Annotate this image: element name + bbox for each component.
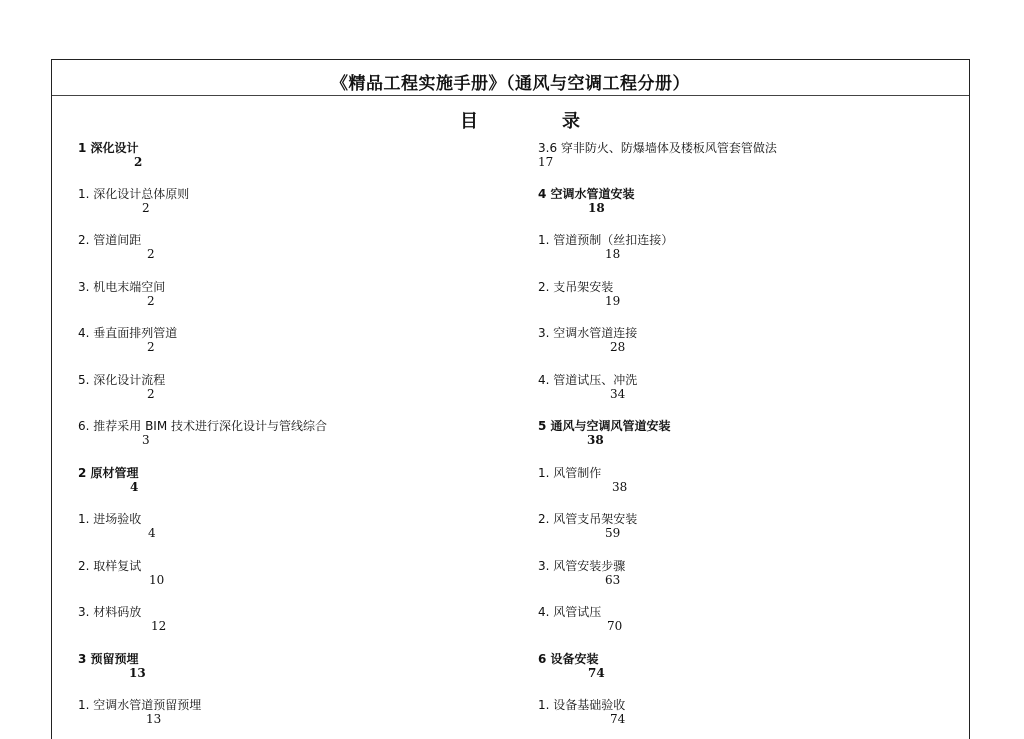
toc-entry-label: 1. 风管制作: [538, 466, 602, 480]
toc-entry[interactable]: [78, 324, 508, 364]
toc-entry-label: 2. 管道间距: [78, 233, 142, 247]
toc-entry[interactable]: [78, 557, 508, 597]
toc-entry-page: 59: [605, 526, 621, 540]
toc-entry-page: 70: [607, 619, 623, 633]
toc-entry-page: 3: [142, 433, 150, 447]
toc-entry-label: 1. 设备基础验收: [538, 698, 626, 712]
toc-entry[interactable]: [538, 371, 958, 411]
toc-entry[interactable]: [78, 464, 508, 504]
toc-entry-label: 6. 推荐采用 BIM 技术进行深化设计与管线综合: [78, 419, 328, 433]
toc-entry[interactable]: [538, 696, 958, 736]
toc-entry-page: 2: [147, 294, 155, 308]
toc-entry[interactable]: [538, 278, 958, 318]
toc-entry-page: 74: [588, 666, 605, 680]
toc-entry-page: 4: [130, 480, 139, 494]
toc-entry-page: 34: [610, 387, 626, 401]
toc-entry-label: 1. 空调水管道预留预埋: [78, 698, 202, 712]
toc-entry-page: 13: [129, 666, 146, 680]
toc-entry-label: 4 空调水管道安装: [538, 187, 635, 201]
toc-entry-label: 1. 管道预制（丝扣连接）: [538, 233, 674, 247]
toc-entry[interactable]: [78, 231, 508, 271]
toc-entry-page: 2: [142, 201, 150, 215]
toc-entry[interactable]: [538, 139, 958, 179]
toc-entry-label: 6 设备安装: [538, 652, 599, 666]
toc-entry-label: 5 通风与空调风管道安装: [538, 419, 671, 433]
toc-entry-label: 2. 风管支吊架安装: [538, 512, 638, 526]
toc-entry-page: 10: [149, 573, 165, 587]
toc-heading-right: 录: [562, 111, 580, 132]
toc-entry[interactable]: [78, 603, 508, 643]
toc-entry[interactable]: [538, 185, 958, 225]
toc-entry-page: 4: [148, 526, 156, 540]
toc-entry-page: 38: [612, 480, 628, 494]
toc-entry-label: 3.6 穿非防火、防爆墙体及楼板风管套管做法: [538, 141, 777, 155]
toc-entry[interactable]: [78, 510, 508, 550]
toc-entry[interactable]: [78, 139, 508, 179]
toc-entry-page: 2: [147, 387, 155, 401]
toc-entry[interactable]: [538, 603, 958, 643]
toc-entry-page: 19: [605, 294, 621, 308]
toc-entry[interactable]: [538, 464, 958, 504]
toc-entry-label: 3. 材料码放: [78, 605, 142, 619]
toc-entry[interactable]: [538, 417, 958, 457]
toc-entry-label: 2. 取样复试: [78, 559, 142, 573]
toc-entry-label: 2 原材管理: [78, 466, 139, 480]
toc-entry-label: 5. 深化设计流程: [78, 373, 166, 387]
title-divider: [52, 95, 969, 96]
toc-entry-page: 63: [605, 573, 621, 587]
document-page: [51, 59, 970, 739]
toc-entry[interactable]: [538, 650, 958, 690]
toc-entry[interactable]: [78, 185, 508, 225]
toc-entry-page: 74: [610, 712, 626, 726]
toc-entry[interactable]: [538, 510, 958, 550]
toc-entry-page: 28: [610, 340, 626, 354]
toc-entry-label: 1 深化设计: [78, 141, 139, 155]
document-title: 《精品工程实施手册》（通风与空调工程分册）: [331, 74, 690, 94]
toc-entry-page: 13: [146, 712, 162, 726]
toc-entry-label: 3. 风管安装步骤: [538, 559, 626, 573]
toc-entry-label: 3 预留预埋: [78, 652, 139, 666]
toc-entry-label: 4. 风管试压: [538, 605, 602, 619]
toc-entry[interactable]: [78, 696, 508, 736]
toc-entry-page: 18: [588, 201, 605, 215]
toc-entry-label: 1. 深化设计总体原则: [78, 187, 190, 201]
toc-entry-page: 12: [151, 619, 167, 633]
toc-entry-page: 17: [538, 155, 554, 169]
toc-heading-left: 目: [460, 111, 478, 132]
toc-entry-page: 38: [587, 433, 604, 447]
toc-heading: [460, 107, 580, 133]
toc-entry-label: 3. 机电末端空间: [78, 280, 166, 294]
toc-entry-label: 4. 管道试压、冲洗: [538, 373, 638, 387]
toc-entry-label: 1. 进场验收: [78, 512, 142, 526]
toc-entry[interactable]: [78, 371, 508, 411]
toc-entry[interactable]: [538, 557, 958, 597]
toc-entry-page: 2: [147, 340, 155, 354]
toc-entry[interactable]: [78, 417, 508, 457]
toc-entry-page: 2: [147, 247, 155, 261]
toc-entry[interactable]: [78, 650, 508, 690]
toc-entry[interactable]: [538, 324, 958, 364]
toc-entry-page: 2: [134, 155, 143, 169]
toc-entry-label: 3. 空调水管道连接: [538, 326, 638, 340]
toc-entry-label: 4. 垂直面排列管道: [78, 326, 178, 340]
toc-entry-label: 2. 支吊架安装: [538, 280, 614, 294]
toc-entry[interactable]: [78, 278, 508, 318]
toc-entry-page: 18: [605, 247, 621, 261]
toc-entry[interactable]: [538, 231, 958, 271]
